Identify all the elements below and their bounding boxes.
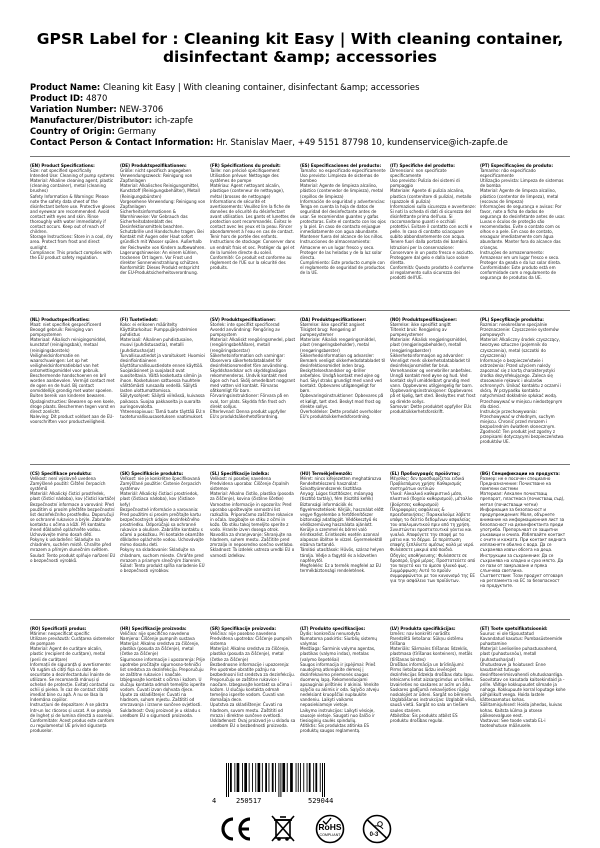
meta-product-id: Product ID: 4870 <box>30 93 108 103</box>
barcode-bar <box>300 763 301 792</box>
barcode-bar <box>237 763 240 792</box>
barcode-bar <box>258 763 261 792</box>
barcode-bar <box>230 763 232 792</box>
spec-et-ga: (ET) Toote spetsifikatsioonid: Suurus: ei ole täpsustatud Kavandatud kasutus: Pumbasüsteemide puhastamine Materjal: Leeliseline puhastusvahend, plast (puhastusnõu), metall (puhastusharjad) Ohutusteave ja hoiatused: Enne kasutamist tutvuge desinfitseerimisvahendi ohutuskaardiga. Soovitatav on kasutada kaitsekindaid ja -prille. Vältige kokkupuudet silmade ja nahaga. Kokkupuute korral loputage kohe põhjalikult veega. Hoida lastele kättesaamatus kohas. Säilitamisjuhised: Hoida jahedas, kuivas kohas. Kaitsta külma ja otsese päikesevalguse eest. Vastavus: See toode vastab EL-i tooteohutuse määrusele. <box>480 626 566 728</box>
spec-hu: (HU) Termékjellemzők: Méret: nincs kifejezetten meghatározva Rendeltetésszerű használat: Szivattyúrendszerek tisztítása Anyag: Lúgos tisztítószer, műanyag (tisztító tartály), fém (tisztító kefék) Biztonsági információk és figyelmeztetések: Kérjük, használat előtt vegye figyelembe a fertőtlenítőszer biztonsági adatlapját. Védőkesztyű és védőszemüveg használata ajánlott. Kerülje a szemmel és bőrrel való érintkezést. Érintkezés esetén azonnal alaposan öblítse le vízzel. Gyermekektől elzárva tartandó. Tárolási utasítások: Hűvös, száraz helyen tárolja. Védje a fagytól és a közvetlen napfénytől. Megfelelés: Ez a termék megfelel az EU termékbiztonsági rendeletének. <box>300 471 384 573</box>
spec-hr: (HR) Specifikacije proizvoda: Veličina: nije specifično navedeno Namjena: Čišćenje pumpnih sustava Materijal: Alkalno sredstvo za čišćenje, plastika (posuda za čišćenje), metal (četke za čišćenje) Sigurnosne informacije i upozorenja: Prije upotrebe pročitajte sigurnosno-tehnički list sredstva za dezinfekciju. Preporučuju se zaštitne rukavice i naočale. Izbjegavajte kontakt s očima i kožom. U slučaju kontakta odmah temeljito isperite vodom. Čuvati izvan dohvata djece. Upute za skladištenje: Čuvati na hladnom, suhom mjestu. Zaštititi od smrzavanja i izravne sunčeve svjetlosti. Sukladnost: Ovaj proizvod je u skladu s uredbom EU o sigurnosti proizvoda. <box>120 626 206 718</box>
spec-sk: (SK) Špecifikácie produktu: Veľkosť: nie je konkrétne špecifikovaná Zamýšľané použitie: Čistenie čerpacích systémov Materiál: Alkalický čistiaci prostriedok, plast (čistiaca nádoba), kov (čistiace kefy) Bezpečnostné informácie a varovania: Pred použitím si prosím prečítajte kartu bezpečnostných údajov dezinfekčného prostriedku. Odporúčajú sa ochranné rukavice a okuliare. Zabráňte kontaktu s očami a pokožkou. Pri kontakte okamžite dôkladne opláchnite vodou. Uchovávajte mimo dosahu detí. Pokyny na skladovanie: Skladujte na chladnom, suchom mieste. Chráňte pred mrazom a priamym slnečným žiarením. Súlad: Tento produkt spĺňa nariadenie EÚ o bezpečnosti výrobkov. <box>120 471 205 573</box>
barcode-digits-mid: 250517 <box>236 797 262 805</box>
spec-el: (EL) Προδιαγραφές προϊόντος: Μέγεθος: δεν προσδιορίζεται ειδικά Προβλεπόμενη χρήση: Καθαρισμός συστημάτων αντλιών Υλικό: Αλκαλικό καθαριστικό μέσο, πλαστικό (δοχείο καθαρισμού), μέταλλο (βούρτσες καθαρισμού) Πληροφορίες ασφάλειας & προειδοποιήσεις: Παρακαλούμε λάβετε υπόψη το δελτίο δεδομένων ασφαλείας του απολυμαντικού πριν από τη χρήση. Συνιστώνται προστατευτικά γάντια και γυαλιά. Αποφύγετε την επαφή με τα μάτια και το δέρμα. Σε περίπτωση επαφής ξεπλύνετε αμέσως καλά με νερό. Φυλάσσετε μακριά από παιδιά. Οδηγίες αποθήκευσης: Φυλάσσετε σε δροσερό, ξηρό μέρος. Προστατεύετε από τον παγετό και το άμεσο ηλιακό φως. Συμμόρφωση: Αυτό το προϊόν συμμορφώνεται με τον κανονισμό της ΕΕ για την ασφάλεια των προϊόντων. <box>390 471 476 583</box>
spec-lt: (LT) Produkto specifikacijos: Dydis: konkrečiai nenurodyta Numatoma paskirtis: Siurblių sistemų valymas Medžiaga: Šarminis valymo agentas, plastikas (valymo indas), metalas (valymo šepetėliai) Saugos informacija ir įspėjimai: Prieš naudojimą atkreipkite dėmesį į dezinfekavimo priemonės saugos duomenų lapą. Rekomenduojami apsauginiai pirštinės ir akiniai. Venkite sąlyčio su akimis ir oda. Sąlyčio atveju nedelsiant kruopščiai nuplaukite vandeniu. Laikyti vaikams nepasiekiamoje vietoje. Laikymo instrukcijos: Laikyti vėsioje, sausoje vietoje. Saugoti nuo šalčio ir tiesioginių saulės spindulių. Atitiktis: Šis produktas atitinka ES produktų saugos reglamentą. <box>300 626 379 733</box>
divider <box>30 310 570 311</box>
product-meta <box>30 82 580 148</box>
barcode-bar <box>282 763 285 792</box>
spec-pt: (PT) Especificações do produto: Tamanho: não especificado especificamente Utilização prevista: Limpeza de sistemas de bomba Material: Agente de limpeza alcalino, plástico (contentor de limpeza), metal (escovas de limpeza) Informações de segurança e avisos: Por favor, note a ficha de dados de segurança do desinfetante antes de usar. Luvas e óculos de proteção são recomendados. Evite o contato com os olhos e a pele. Em caso de contato, enxaguar imediatamente com água abundante. Manter fora do alcance das crianças. Instruções de armazenamento: Armazenar em um lugar fresco e seco. Proteger da geada e da luz solar direta. Conformidade: Este produto está em conformidade com o regulamento de segurança de produtos da UE. <box>480 163 566 281</box>
barcode-bar <box>262 763 263 792</box>
barcode-bar <box>242 763 243 792</box>
barcode-bar <box>315 763 317 792</box>
barcode-bar <box>226 763 227 797</box>
spec-section-3 <box>30 471 570 613</box>
barcode-bar <box>296 763 297 792</box>
spec-es: (ES) Especificaciones del producto: Tamaño: no especificado específicamente Uso previsto: Limpieza de sistemas de bombeo Material: Agente de limpieza alcalino, plástico (contenedor de limpieza), metal (cepillos de limpieza) Información de seguridad y advertencias: Tenga en cuenta la hoja de datos de seguridad del desinfectante antes de usar. Se recomiendan guantes y gafas protectoras. Evite el contacto con los ojos y la piel. En caso de contacto enjuague inmediatamente con agua abundante. Mantener fuera del alcance de los niños. Instrucciones de almacenamiento: Almacene en un lugar fresco y seco. Proteger de las heladas y de la luz solar directa. Cumplimiento: Este producto cumple con el reglamento de seguridad de productos de la UE. <box>300 163 386 275</box>
barcode-bar <box>287 763 288 792</box>
barcode-bar <box>228 763 229 797</box>
barcode-bar <box>278 763 279 797</box>
spec-section-1 <box>30 163 570 303</box>
spec-no: (NO) Produktspesifikasjoner: Størrelse: ikke spesifikt angitt Tiltenkt bruk: Rengjøring av pumpesystemer Materiale: Alkalisk rengjøringsmiddel, plast (rengjøringsbeholder), metall (rengjøringsbørster) Sikkerhetsinformasjon og advarsler: Vennligst merk sikkerhetsdatabladet til desinfeksjonsmidlet før bruk. Vernehansker og vernebriller anbefales. Unngå kontakt med øyne og hud. Ved kontakt skyll umiddelbart grundig med vann. Oppbevares utilgjengelig for barn. Oppbevaringsinstruksjoner: Oppbevares på et kjølig, tørt sted. Beskyttes mot frost og direkte sollys. Samsvar: Dette produktet oppfyller EUs produktsikkerhetsforskrift. <box>390 317 476 414</box>
divider <box>30 156 570 157</box>
spec-it: (IT) Specifiche del prodotto: Dimensioni: non specificate specificamente Uso previsto: Pulizia dei sistemi di pompaggio Materiale: Agente di pulizia alcalino, plastica (contenitore di pulizia), metallo (spazzole di pulizia) Informazioni sulla sicurezza e avvertenze: Si noti la scheda di dati di sicurezza del disinfettante prima dell'uso. Si raccomandano guanti e occhiali protettivi. Evitare il contatto con occhi e pelle. In caso di contatto sciacquare subito abbondantemente con acqua. Tenere fuori dalla portata dei bambini. Istruzioni per la conservazione: Conservare in un posto fresco e asciutto. Proteggere dal gelo e dalla luce solare diretta. Conformità: Questo prodotto è conforme al regolamento sulla sicurezza dei prodotti dell'UE. <box>390 163 476 281</box>
barcode-bar <box>309 763 311 792</box>
compliance-icons <box>218 814 395 844</box>
barcode-bar <box>280 763 281 797</box>
barcode-digits-left: 4 <box>212 797 217 805</box>
meta-product-name: Product Name: Cleaning kit Easy | With cleaning container, disinfectant &amp; accessories <box>30 82 420 92</box>
age-restriction-icon <box>359 814 395 844</box>
barcode-bar <box>307 763 308 792</box>
meta-country-of-origin: Country of Origin: Germany <box>30 126 157 136</box>
barcode-bar <box>269 763 270 792</box>
spec-fr: (FR) Spécifications du produit: Taille: non précisé spécifiquement Utilisation prévue: Nettoyage des systèmes de pompe Matériau: Agent nettoyant alcalin, plastique (conteneur de nettoyage), métal (brosses de nettoyage) Informations de sécurité et avertissements: Veuillez lire la fiche de données de sécurité du désinfectant avant utilisation. Les gants et lunettes de protection sont recommandés. Évitez le contact avec les yeux et la peau. Rincer abondamment à l'eau en cas de contact. Tenir hors de portée des enfants. Instructions de stockage: Conserver dans un endroit frais et sec. Protéger du gel et de la lumière directe du soleil. Conformité: Ce produit est conforme au règlement de l'UE sur la sécurité des produits. <box>210 163 296 270</box>
spec-nl: (NL) Productspecificaties: Maat: niet specifiek gespecificeerd Beoogd gebruik: Reiniging van pompsystemen Materiaal: Alkalisch reinigingsmiddel, kunststof (reinigingsbak), metaal (reinigingsborstels) Veiligheidsinformatie en waarschuwingen: Let op het veiligheidsinformatieblad van het ontsmettingsmiddel voor gebruik. Beschermende handschoenen en bril worden aanbevolen. Vermijd contact met de ogen en de huid. Bij contact onmiddellijk grondig met water spoelen. Buiten bereik van kinderen bewaren. Opslaginstructies: Bewaren op een koele, droge plaats. Beschermen tegen vorst en direct zonlicht. Naleving: Dit product voldoet aan de EU-voorschriften voor productveiligheid. <box>30 317 116 424</box>
ce-mark-icon <box>218 814 254 844</box>
barcode-bar <box>255 763 256 792</box>
barcode-bar <box>249 763 250 792</box>
divider <box>30 464 570 465</box>
barcode-bar <box>313 763 314 792</box>
spec-da: (DA) Produktspecifikationer: Størrelse: ikke specifikt angivet Tilsigtet brug: Rengøring af pumpesystemer Materiale: Alkalisk rengøringsmiddel, plast (rengøringsbeholder), metal (rengøringsbørster) Sikkerhedsinformation og advarsler: Bemærk venligst sikkerhedsdatabladet til desinfektionsmidlet inden brug. Beskyttelseshandsker og -briller anbefales. Undgå kontakt med øjne og hud. Skyl straks grundigt med vand ved kontakt. Opbevares utilgængeligt for børn. Opbevaringsinstruktioner: Opbevares på et køligt, tørt sted. Beskyt mod frost og direkte sollys. Overholdelse: Dette produkt overholder EU's produktsikkerhedsforordning. <box>300 317 386 419</box>
spec-sv: (SV) Produktspecifikationer: Storlek: inte specifikt specificerad Avsedd användning: Rengöring av pumpsystem Material: Alkaliskt rengöringsmedel, plast (rengöringsbehållare), metall (rengöringsborstar) Säkerhetsinformation och varningar: Observera säkerhetsdatabladet för desinfektionsmedlet före användning. Skyddshandskar och skyddsglasögon rekommenderas. Undvik kontakt med ögon och hud. Skölj omedelbart noggrant med vatten vid kontakt. Förvaras oåtkomligt för barn. Förvaringsinstruktioner: Förvara på en sval, torr plats. Skydda från frost och direkt solljus. Efterlevnad: Denna produkt uppfyller EU:s produktsäkerhetsförordning. <box>210 317 296 419</box>
meta-variation-number: Variation Number: NEW-3706 <box>30 104 164 114</box>
barcode-bar <box>303 763 304 792</box>
barcode-bar <box>322 763 323 797</box>
barcode <box>212 763 382 808</box>
spec-pl: (PL) Specyfikacje produktu: Rozmiar: nieokreślone specjalnie Przeznaczenie: Czyszczenie systemów pompowych Materiał: Alkaliczny środek czyszczący, tworzywo sztuczne (pojemnik do czyszczenia), metal (szczotki do czyszczenia) Informacje o bezpieczeństwie i ostrzeżenia: Przed użyciem należy zapoznać się z kartą charakterystyki środka dezynfekującego. Zaleca się stosowanie rękawic i okularów ochronnych. Unikać kontaktu z oczami i skórą. W przypadku kontaktu natychmiast dokładnie spłukać wodą. Przechowywać w miejscu niedostępnym dla dzieci. Instrukcje przechowywania: Przechowywać w chłodnym, suchym miejscu. Chronić przed mrozem i bezpośrednim światłem słonecznym. Zgodność: Ten produkt jest zgodny z przepisami dotyczącymi bezpieczeństwa produktów UE. <box>480 317 564 445</box>
spec-section-2 <box>30 317 570 457</box>
barcode-bar <box>252 763 253 792</box>
barcode-bar <box>244 763 247 792</box>
barcode-bar <box>265 763 267 792</box>
rohs-label: RoHS <box>318 822 342 832</box>
rohs-icon <box>312 814 348 844</box>
barcode-bar <box>290 763 293 792</box>
spec-sr: (SR) Specifikacije proizvoda: Veličina: nije posebno navedena Predviđena upotreba: Čišćenje pumpnih sistema Materijal: Alkalno sredstvo za čišćenje, plastika (posuda za čišćenje), metal (četke za čišćenje) Bezbednosne informacije i upozorenja: Pre upotrebe obratite pažnju na bezbednosni list sredstva za dezinfekciju. Preporučuju se zaštitne rukavice i naočare. Izbegavajte kontakt sa očima i kožom. U slučaju kontakta odmah temeljno isperite vodom. Čuvati van domašaja dece. Uputstva za skladištenje: Čuvati na hladnom, suvom mestu. Zaštititi od mraza i direktne sunčeve svetlosti. Usklađenost: Ovaj proizvod je u skladu sa uredbom EU o bezbednosti proizvoda. <box>210 626 296 728</box>
spec-bg: (BG) Спецификации на продукта: Размер: не е посочен специално Предназначение: Почистване на помпени системи Материал: Алкален почистващ препарат, пластмаса (почистващ съд), метал (почистващи четки) Информация за безопасност и предупреждения: Моля, обърнете внимание на информационния лист за безопасност на дезинфектанта преди употреба. Препоръчват се защитни ръкавици и очила. Избягвайте контакт с очите и кожата. При контакт веднага изплакнете обилно с вода. Да се съхранява извън обсега на деца. Инструкции за съхранение: Да се съхранява на хладно и сухо място. Да се пази от замръзване и пряка слънчева светлина. Съответствие: Този продукт отговаря на регламента на ЕС за безопасност на продуктите. <box>480 471 566 589</box>
spec-lv: (LV) Produkta specifikācijas: Izmērs: nav konkrēti norādīts Paredzētā lietošana: Sūkņu sistēmu tīrīšana Materiāls: Sārmains tīrīšanas līdzeklis, plastmasa (tīrīšanas konteiners), metāls (tīrīšanas birstes) Drošības informācija un brīdinājumi: Pirms lietošanas lūdzu ievērojiet dezinfekcijas līdzekļa drošības datu lapu. Ieteicams lietot aizsargcimdus un brilles. Izvairieties no saskares ar acīm un ādu. Saskares gadījumā nekavējoties rūpīgi noskalojiet ar ūdeni. Sargāt no bērniem. Uzglabāšanas instrukcijas: Uzglabāt vēsā, sausā vietā. Sargāt no sala un tiešiem saules stariem. Atbilstība: Šis produkts atbilst ES produktu drošības regulai. <box>390 626 476 723</box>
trash-bin-crossed-icon <box>265 814 301 844</box>
barcode-bar <box>298 763 299 792</box>
meta-manufacturer: Manufacturer/Distributor: ich-zapfe <box>30 115 194 125</box>
barcode-bar <box>275 763 276 792</box>
spec-cs: (CS) Specifikace produktu: Velikost: není výslovně uvedena Zamýšlené použití: Čištění čerpacích systémů Materiál: Alkalický čisticí prostředek, plast (čisticí nádoba), kov (čisticí kartáče) Bezpečnostní informace a varování: Před použitím si prosím přečtěte bezpečnostní list dezinfekčního prostředku. Doporučují se ochranné rukavice a brýle. Zabraňte kontaktu s očima a kůží. Při kontaktu ihned důkladně opláchněte vodou. Uchovávejte mimo dosah dětí. Pokyny k uskladnění: Skladujte na chladném, suchém místě. Chraňte před mrazem a přímým slunečním světlem. Soulad: Tento produkt splňuje nařízení EU o bezpečnosti výrobků. <box>30 471 116 563</box>
barcode-bars <box>222 763 382 797</box>
spec-en: (EN) Product Specifications: Size: not specified specifically Intended Use: Cleaning of pump systems Material: Alkaline cleaning agent, plastic (cleaning container), metal (cleaning brushes) Safety Information & Warnings: Please note the safety data sheet of the disinfectant before use. Protective gloves and eyewear are recommended. Avoid contact with eyes and skin. Rinse thoroughly with water immediately if contact occurs. Keep out of reach of children. Storage Instructions: Store in a cool, dry area. Protect from frost and direct sunlight. Compliance: This product complies with the EU product safety regulation. <box>30 163 115 260</box>
barcode-bar <box>324 763 325 797</box>
barcode-bar <box>272 763 274 792</box>
spec-ro: (RO) Specificații produs: Mărime: nespecificat specific Utilizare prevăzută: Curățarea sistemelor de pompare Material: Agent de curățare alcalin, plastic (recipient de curățare), metal (perii de curățare) Informații de siguranță și avertismente: Vă rugăm să citiți fișa cu date de securitate a dezinfectantului înainte de utilizare. Se recomandă mănuși și ochelari de protecție. Evitați contactul cu ochii și pielea. În caz de contact clătiți imediat bine cu apă. A nu se lăsa la îndemâna copiilor. Instrucțiuni de depozitare: A se păstra într-un loc răcoros și uscat. A se proteja de îngheț și de lumina directă a soarelui. Conformitate: Acest produs este conform cu regulamentul UE privind siguranța produselor. <box>30 626 115 733</box>
spec-section-4 <box>30 626 570 760</box>
barcode-digits-right: 529044 <box>308 797 334 805</box>
spec-de: (DE) Produktspezifikationen: Größe: nicht spezifisch angegeben Verwendungszweck: Reinigung von Zapfanlagen Material: Alkalisches Reinigungsmittel, Kunststoff (Reinigungsbehälter), Metall (Reinigungsbürsten) Vorgesehene Verwendung: Reinigung von Zapfanlagen Sicherheitsinformationen & Warnhinweise: Vor Gebrauch das Sicherheitsdatenblatt des Desinfektionsmittels beachten. Schutzbrille und Handschuhe tragen. Bei Kontakt mit Augen oder Haut sofort gründlich mit Wasser spülen. Außerhalb der Reichweite von Kindern aufbewahren. Lagerungshinweise: An einem kühlen, trockenen Ort lagern. Vor Frost und direkter Sonneneinstrahlung schützen. Konformität: Dieses Produkt entspricht der EU-Produktsicherheitsverordnung. <box>120 163 206 275</box>
spec-sl: (SL) Specifikacije izdelka: Velikost: ni posebej navedena Predvidena uporaba: Čiščenje črpalnih sistemov Material: Alkalno čistilo, plastika (posoda za čiščenje), kovina (čistilne ščetke) Varnostne informacije in opozorila: Pred uporabo upoštevajte varnostni list razkužila. Priporočamo zaščitne rokavice in očala. Izogibajte se stiku z očmi in kožo. Ob stiku takoj temeljito sperite z vodo. Hranite izven dosega otrok. Navodila za shranjevanje: Shranjujte na hladnem, suhem mestu. Zaščitite pred zmrzaljo in neposredno sončno svetlobo. Skladnost: Ta izdelek ustreza uredbi EU o varnosti izdelkov. <box>210 471 295 558</box>
spec-fi: (FI) Tuotetiedot: Koko: ei erikseen määritelty Käyttötarkoitus: Pumppujärjestelmien puhdistus Materiaali: Alkalinen puhdistusaine, muovi (puhdistusastia), metalli (puhdistusharjat) Turvallisuustiedot ja varoitukset: Huomioi desinfiointiaineen käyttöturvallisuustiedote ennen käyttöä. Suojakäsineet ja suojalasit ovat suositeltavia. Vältä kosketusta silmiin ja ihoon. Kosketuksen sattuessa huuhtele välittömästi runsaalla vedellä. Säilytä lasten ulottumattomissa. Säilytysohjeet: Säilytä viileässä, kuivassa paikassa. Suojaa pakkaselta ja suoralta auringonvalolta. Yhteensopivuus: Tämä tuote täyttää EU:n tuoteturvallisuusasetuksen vaatimukset. <box>120 317 206 419</box>
meta-contact-person: Contact Person & Contact Information: Hr. Stanislav Maer, +49 5151 87798 10, kundenservice@ich-zapfe.de <box>30 137 508 147</box>
divider <box>30 619 570 620</box>
page-title: GPSR Label for : Cleaning kit Easy | With cleaning container, disinfectant &amp; accessories <box>36 30 564 66</box>
barcode-bar <box>234 763 235 792</box>
barcode-bar <box>320 763 321 792</box>
age-label: 0-3 <box>369 832 379 838</box>
rohs-sub-label: COMPLIANT <box>319 833 341 837</box>
